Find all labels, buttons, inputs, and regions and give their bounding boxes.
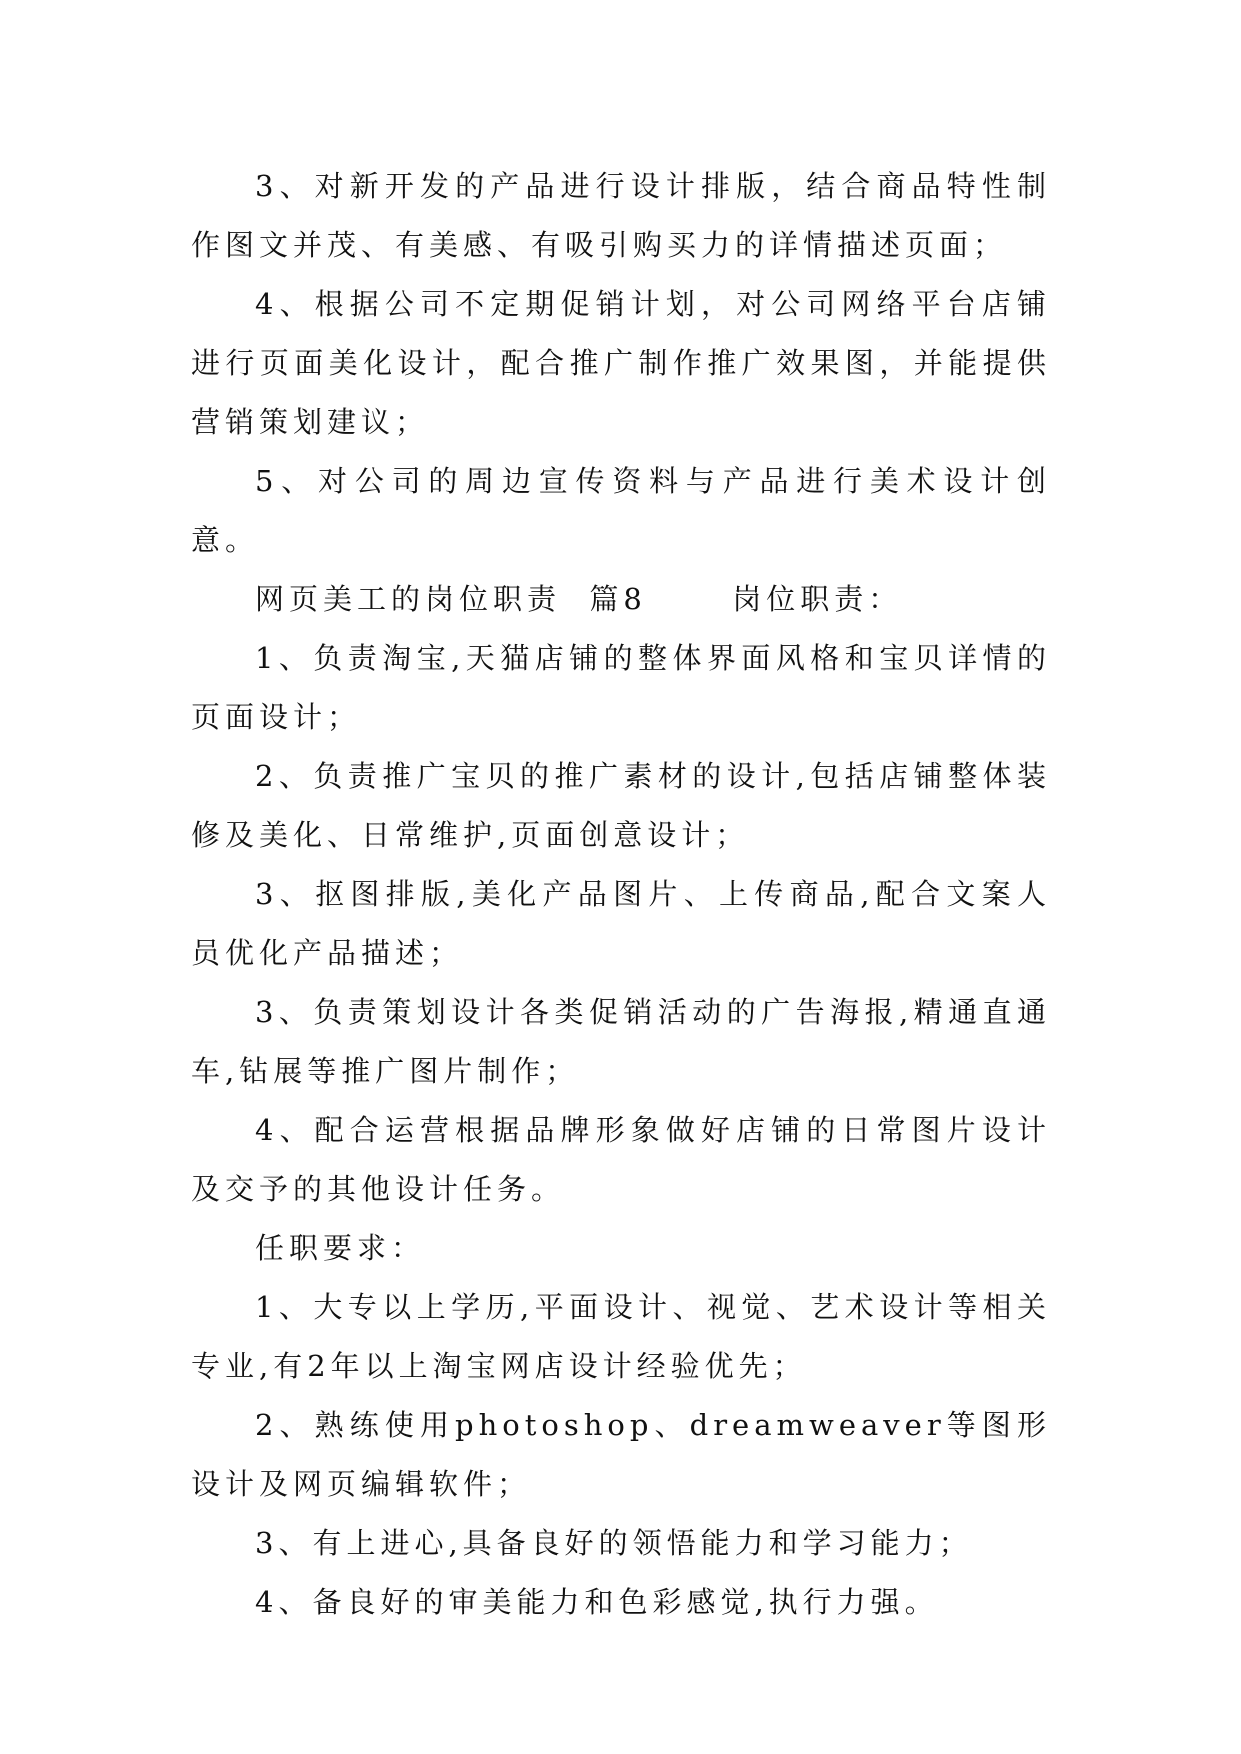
section-heading-job-duties: 网页美工的岗位职责 篇8 岗位职责：	[255, 582, 903, 616]
paragraph-9: 4、配合运营根据品牌形象做好店铺的日常图片设计及交予的其他设计任务。	[191, 1113, 1051, 1206]
document-body	[191, 157, 1051, 1632]
paragraph-3: 5、对公司的周边宣传资料与产品进行美术设计创意。	[191, 464, 1051, 557]
paragraph-1: 3、对新开发的产品进行设计排版，结合商品特性制作图文并茂、有美感、有吸引购买力的详情描述页面；	[191, 169, 1051, 262]
paragraph-11: 1、大专以上学历,平面设计、视觉、艺术设计等相关专业,有2年以上淘宝网店设计经验优先；	[191, 1290, 1051, 1383]
paragraph-13: 3、有上进心,具备良好的领悟能力和学习能力；	[255, 1526, 973, 1560]
paragraph-5: 1、负责淘宝,天猫店铺的整体界面风格和宝贝详情的页面设计；	[191, 641, 1051, 734]
paragraph-14: 4、备良好的审美能力和色彩感觉,执行力强。	[255, 1585, 939, 1619]
paragraph-6: 2、负责推广宝贝的推广素材的设计,包括店铺整体装修及美化、日常维护,页面创意设计；	[191, 759, 1051, 852]
paragraph-8: 3、负责策划设计各类促销活动的广告海报,精通直通车,钻展等推广图片制作；	[191, 995, 1051, 1088]
section-heading-requirements: 任职要求：	[255, 1231, 426, 1265]
paragraph-7: 3、抠图排版,美化产品图片、上传商品,配合文案人员优化产品描述；	[191, 877, 1051, 970]
paragraph-2: 4、根据公司不定期促销计划，对公司网络平台店铺进行页面美化设计，配合推广制作推广效果图，并能提供营销策划建议；	[191, 287, 1051, 439]
paragraph-12: 2、熟练使用photoshop、dreamweaver等图形设计及网页编辑软件；	[191, 1408, 1051, 1501]
